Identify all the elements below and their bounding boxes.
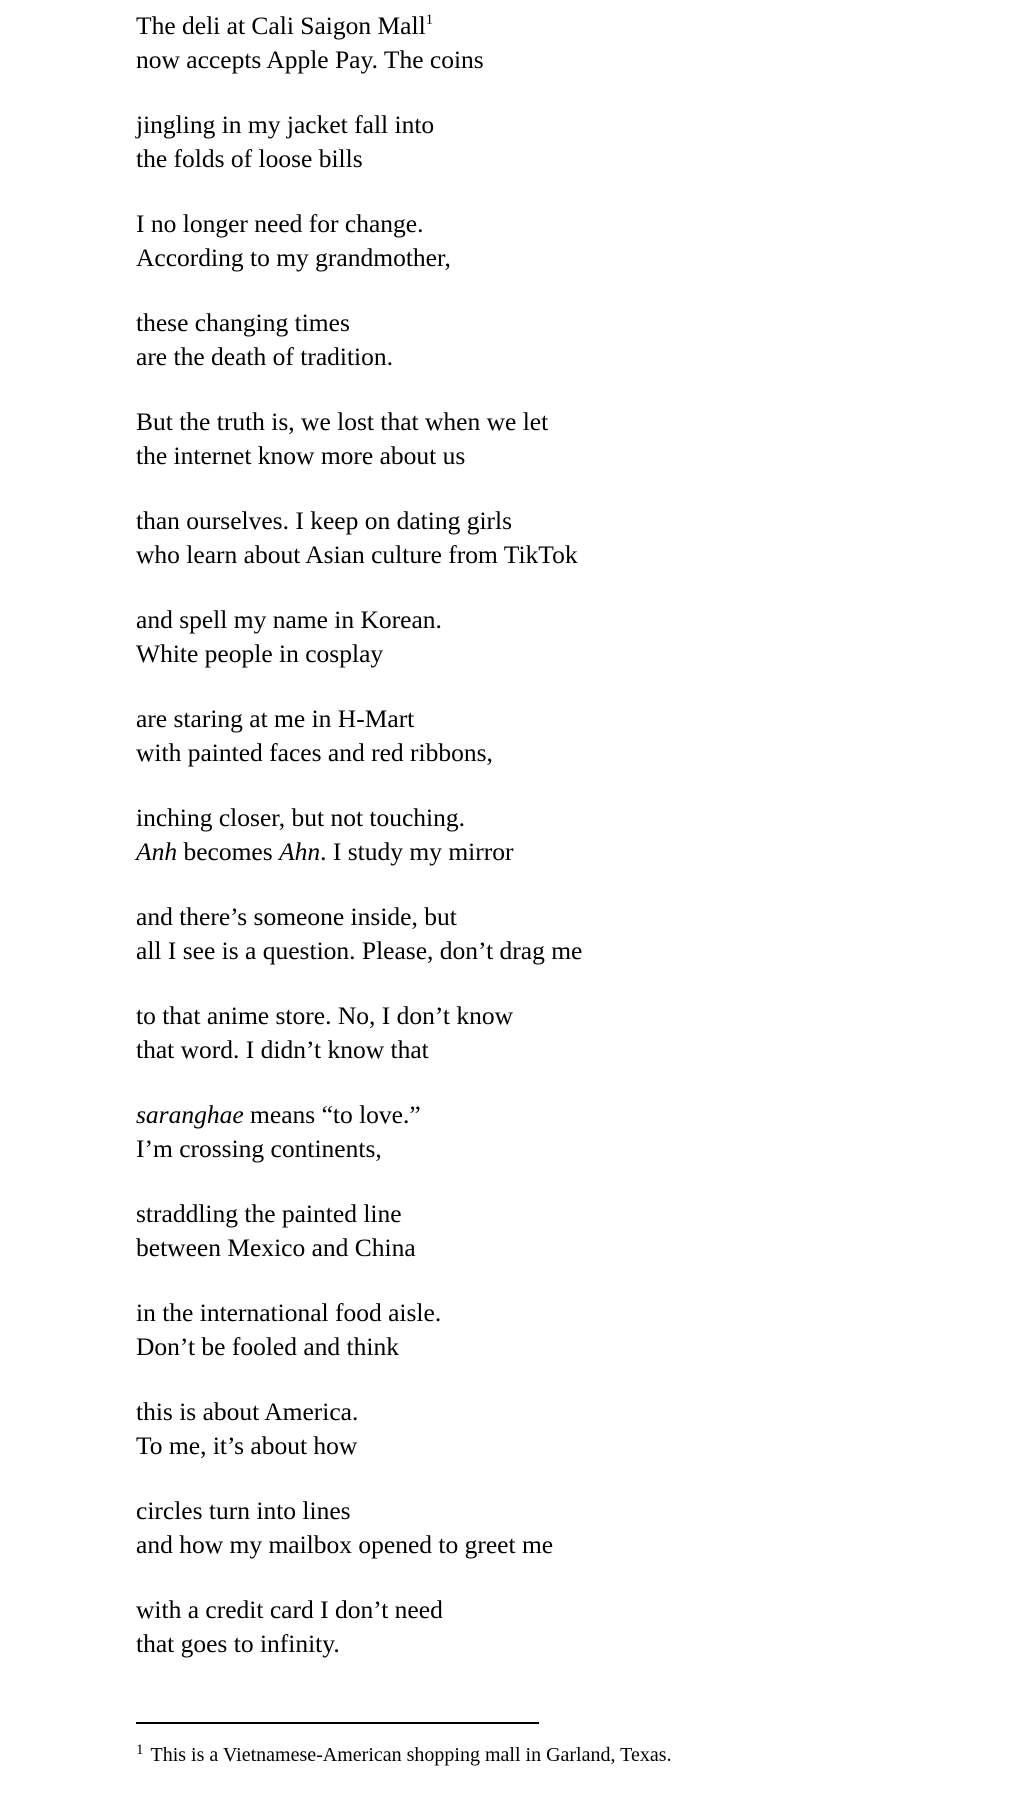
line-text: are the death of tradition.	[136, 341, 394, 371]
line-text: in the international food aisle.	[136, 1298, 442, 1327]
stanza	[136, 306, 996, 373]
poem-line	[136, 306, 996, 340]
stanza	[136, 1593, 996, 1660]
stanza	[136, 207, 996, 274]
poem-line	[136, 108, 996, 142]
line-text: . I study my mirror	[320, 836, 514, 866]
line-text: and spell my name in Korean.	[136, 605, 442, 634]
stanza	[136, 504, 996, 571]
line-text: To me, it’s about how	[136, 1430, 358, 1460]
stanza	[136, 1494, 996, 1561]
poem-line	[136, 1231, 996, 1265]
poem-line	[136, 1197, 996, 1231]
line-text: White people in cosplay	[136, 638, 384, 668]
italic-text: saranghae	[136, 1100, 244, 1129]
stanza	[136, 1098, 996, 1165]
line-text: According to my grandmother,	[136, 242, 451, 272]
poem-line	[136, 142, 996, 176]
poem-line	[136, 1429, 996, 1463]
stanza	[136, 108, 996, 175]
poem-line	[136, 934, 996, 968]
italic-text: Ahn	[279, 836, 321, 866]
poem-line	[136, 1033, 996, 1067]
line-text: and there’s someone inside, but	[136, 902, 457, 931]
line-text: straddling the painted line	[136, 1199, 402, 1228]
line-text: means “to love.”	[243, 1100, 421, 1129]
line-text: with painted faces and red ribbons,	[136, 737, 493, 767]
poem-line	[136, 1395, 996, 1429]
poem-body	[136, 9, 996, 1692]
line-text: The deli at Cali Saigon Mall	[136, 11, 426, 40]
line-text: who learn about Asian culture from TikTok	[136, 539, 578, 569]
poem-line	[136, 1330, 996, 1364]
line-text: these changing times	[136, 308, 350, 337]
line-text: with a credit card I don’t need	[136, 1595, 443, 1624]
line-text: circles turn into lines	[136, 1496, 351, 1525]
poem-line	[136, 43, 996, 77]
line-text: I’m crossing continents,	[136, 1133, 382, 1163]
poem-line	[136, 1528, 996, 1562]
line-text: now accepts Apple Pay. The coins	[136, 44, 484, 74]
poem-line	[136, 1132, 996, 1166]
line-text: that word. I didn’t know that	[136, 1034, 429, 1064]
line-text: and how my mailbox opened to greet me	[136, 1529, 554, 1559]
footnote	[136, 1742, 671, 1768]
poem-line	[136, 340, 996, 374]
line-text: becomes	[177, 836, 280, 866]
line-text: are staring at me in H-Mart	[136, 704, 415, 733]
footnote-marker: 1	[136, 1742, 144, 1758]
poem-line	[136, 835, 996, 869]
stanza	[136, 999, 996, 1066]
line-text: Don’t be fooled and think	[136, 1331, 399, 1361]
poem-line	[136, 1296, 996, 1330]
poem-line	[136, 207, 996, 241]
poem-line	[136, 1098, 996, 1132]
stanza	[136, 405, 996, 472]
line-text: I no longer need for change.	[136, 209, 424, 238]
italic-text: Anh	[136, 836, 178, 866]
stanza	[136, 801, 996, 868]
poem-line	[136, 801, 996, 835]
footnote-text: This is a Vietnamese-American shopping mall in Garland, Texas.	[150, 1744, 672, 1766]
footnote-divider	[136, 1722, 539, 1724]
poem-line	[136, 603, 996, 637]
stanza	[136, 702, 996, 769]
poem-line	[136, 900, 996, 934]
stanza	[136, 1197, 996, 1264]
poem-line	[136, 1627, 996, 1661]
poem-line	[136, 999, 996, 1033]
poem-line	[136, 9, 996, 43]
poem-line	[136, 1593, 996, 1627]
footnote-reference: 1	[425, 12, 434, 28]
line-text: than ourselves. I keep on dating girls	[136, 506, 513, 535]
line-text: inching closer, but not touching.	[136, 803, 466, 832]
stanza	[136, 9, 996, 76]
poem-line	[136, 538, 996, 572]
poem-line	[136, 637, 996, 671]
line-text: the folds of loose bills	[136, 143, 363, 173]
stanza	[136, 900, 996, 967]
line-text: to that anime store. No, I don’t know	[136, 1001, 514, 1030]
poem-line	[136, 241, 996, 275]
line-text: between Mexico and China	[136, 1232, 416, 1262]
stanza	[136, 603, 996, 670]
line-text: But the truth is, we lost that when we let	[136, 407, 549, 436]
line-text: all I see is a question. Please, don’t drag me	[136, 935, 583, 965]
line-text: this is about America.	[136, 1397, 359, 1426]
stanza	[136, 1395, 996, 1462]
line-text: that goes to infinity.	[136, 1628, 340, 1658]
line-text: jingling in my jacket fall into	[136, 110, 435, 139]
poem-line	[136, 405, 996, 439]
poem-line	[136, 439, 996, 473]
poem-line	[136, 1494, 996, 1528]
stanza	[136, 1296, 996, 1363]
poem-line	[136, 504, 996, 538]
line-text: the internet know more about us	[136, 440, 466, 470]
poem-line	[136, 736, 996, 770]
poem-line	[136, 702, 996, 736]
